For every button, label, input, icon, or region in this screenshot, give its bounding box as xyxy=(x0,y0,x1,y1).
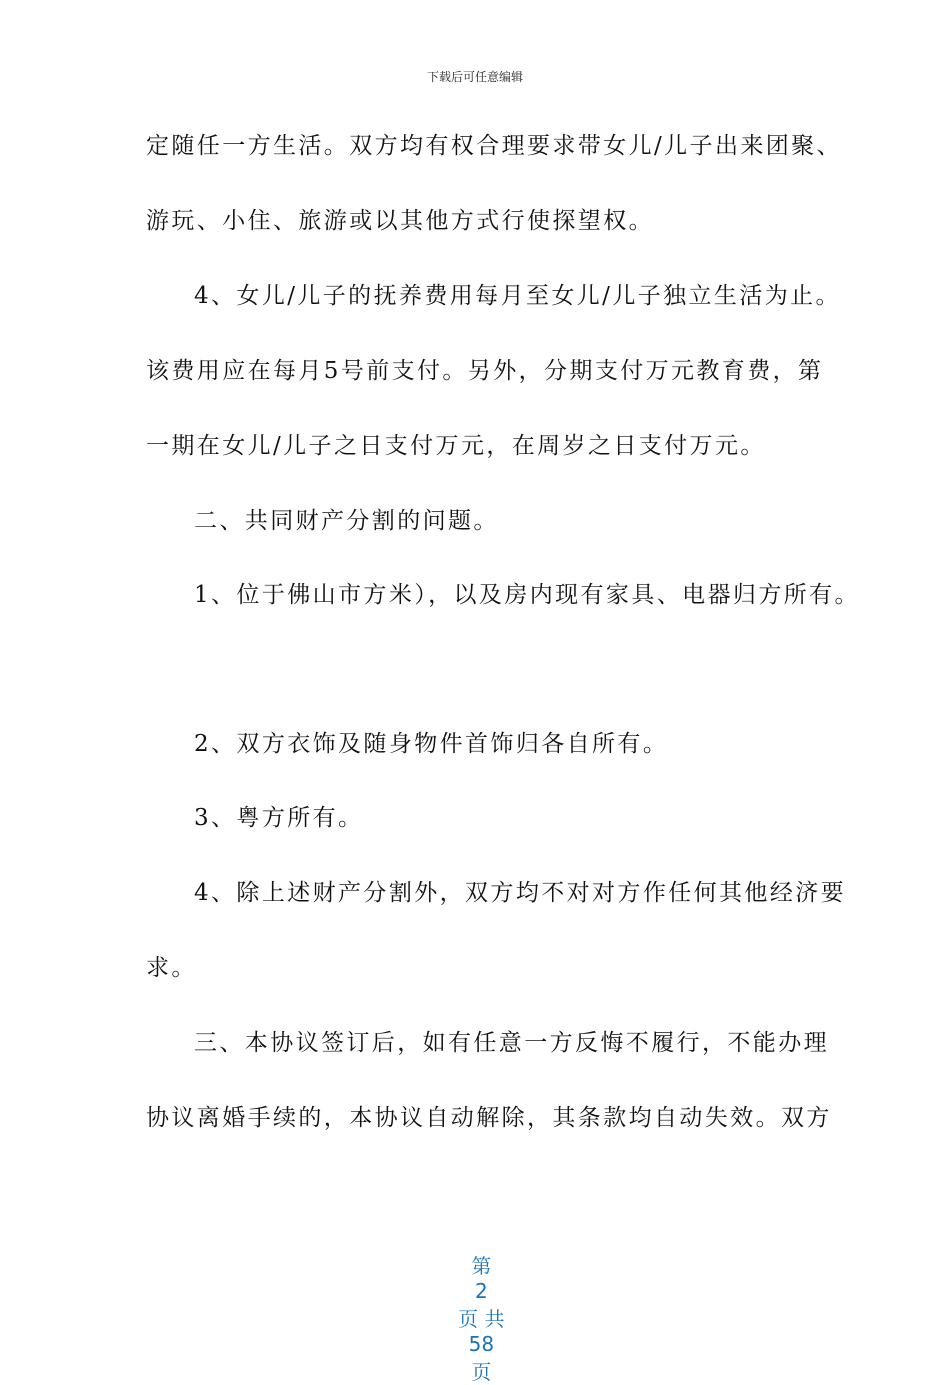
footer-middle: 页 共 xyxy=(458,1307,505,1331)
page-footer xyxy=(0,1226,950,1385)
body-line-8: 2、双方衣饰及随身物件首饰归各自所有。 xyxy=(194,731,669,757)
body-line-3: 4、女儿/儿子的抚养费用每月至女儿/儿子独立生活为止。 xyxy=(194,283,841,309)
footer-page-number: 2 xyxy=(474,1279,488,1303)
footer-total-pages: 58 xyxy=(468,1332,495,1356)
footer-suffix: 页 xyxy=(471,1360,492,1384)
body-line-9: 3、粤方所有。 xyxy=(194,805,364,831)
body-line-10: 4、除上述财产分割外，双方均不对对方作任何其他经济要 xyxy=(194,880,847,906)
body-line-2: 游玩、小住、旅游或以其他方式行使探望权。 xyxy=(146,208,654,234)
body-line-11: 求。 xyxy=(146,955,197,981)
body-line-4: 该费用应在每月5号前支付。另外，分期支付万元教育费，第 xyxy=(146,358,824,384)
body-line-1: 定随任一方生活。双方均有权合理要求带女儿/儿子出来团聚、 xyxy=(146,133,842,159)
footer-prefix: 第 xyxy=(471,1254,492,1278)
body-line-7: 1、位于佛山市方米），以及房内现有家具、电器归方所有。 xyxy=(194,582,860,608)
body-line-12: 三、本协议签订后，如有任意一方反悔不履行，不能办理 xyxy=(194,1030,829,1056)
body-line-6: 二、共同财产分割的问题。 xyxy=(194,508,499,534)
body-line-13: 协议离婚手续的，本协议自动解除，其条款均自动失效。双方 xyxy=(146,1105,832,1131)
header-note: 下载后可任意编辑 xyxy=(426,70,523,84)
body-line-5: 一期在女儿/儿子之日支付万元，在周岁之日支付万元。 xyxy=(146,433,766,459)
